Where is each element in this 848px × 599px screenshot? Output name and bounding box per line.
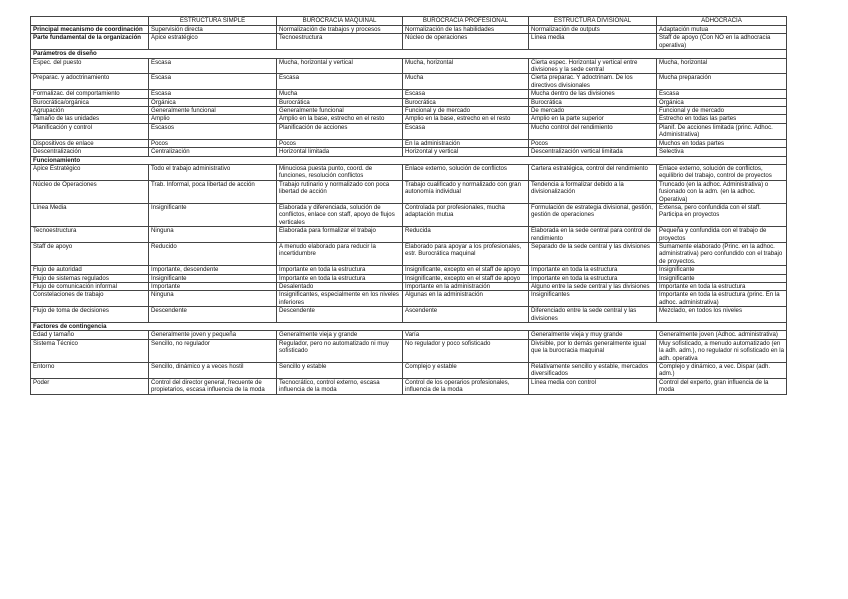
table-cell: Trabajo rutinario y normalizado con poca libertad de acción	[277, 180, 403, 203]
table-cell: Muchos en todas partes	[657, 139, 787, 147]
table-cell: Separado de la sede central y las divisiones	[529, 242, 657, 265]
header-corner-cell	[31, 17, 149, 26]
table-row	[31, 339, 787, 362]
table-cell: Mucha preparación	[657, 74, 787, 90]
section-title: Funcionamiento	[31, 156, 787, 164]
table-cell: Tecnocrático, control externo, escasa influencia de la moda	[277, 378, 403, 394]
table-cell: Línea media	[529, 34, 657, 50]
row-label: Planificación y control	[31, 123, 149, 139]
table-cell: Elaborada en la sede central para control de rendimiento	[529, 227, 657, 243]
table-cell: Normalización de las habilidades	[403, 26, 529, 34]
table-cell: Insignificantes	[529, 291, 657, 307]
table-cell: Mucha dentro de las divisiones	[529, 90, 657, 98]
row-label: Línea Media	[31, 203, 149, 226]
table-cell: Insignificante	[149, 274, 277, 282]
organizational-structures-table	[30, 16, 787, 395]
table-cell: Orgánica	[657, 98, 787, 106]
table-cell: Pocos	[529, 139, 657, 147]
row-label: Burocrática/orgánica	[31, 98, 149, 106]
row-label: Poder	[31, 378, 149, 394]
table-cell: Complejo y estable	[403, 363, 529, 379]
table-cell: Importante en toda la estructura (princ. En la adhoc. administrativa)	[657, 291, 787, 307]
table-cell: Enlace externo, solución de conflictos	[403, 164, 529, 180]
table-cell: Escasa	[657, 90, 787, 98]
table-cell: En la administración	[403, 139, 529, 147]
table-cell: Ninguna	[149, 227, 277, 243]
table-cell: Normalización de trabajos y procesos	[277, 26, 403, 34]
table-cell: Mucha, horizontal	[403, 58, 529, 74]
section-row	[31, 323, 787, 331]
row-label: Staff de apoyo	[31, 242, 149, 265]
table-cell: Ninguna	[149, 291, 277, 307]
table-cell: Mucha, horizontal y vertical	[277, 58, 403, 74]
table-cell: Generalmente joven (Adhoc. administrativa)	[657, 331, 787, 339]
table-row	[31, 363, 787, 379]
row-label: Ápice Estratégico	[31, 164, 149, 180]
table-cell: Horizontal limitada	[277, 148, 403, 156]
table-cell: Insignificante	[149, 203, 277, 226]
table-cell: Generalmente joven y pequeña	[149, 331, 277, 339]
table-cell: Generalmente funcional	[149, 107, 277, 115]
table-cell: Tendencia a formalizar debido a la divisionalización	[529, 180, 657, 203]
table-cell: Adaptación mutua	[657, 26, 787, 34]
section-title: Parámetros de diseño	[31, 50, 787, 58]
table-row	[31, 74, 787, 90]
table-cell: Mucha	[277, 90, 403, 98]
table-cell: Tecnoestructura	[277, 34, 403, 50]
table-cell: Mucha	[403, 74, 529, 90]
table-cell: Amplio	[149, 115, 277, 123]
table-cell: Escasa	[403, 90, 529, 98]
table-row	[31, 34, 787, 50]
table-cell: No regulador y poco sofisticado	[403, 339, 529, 362]
table-row	[31, 107, 787, 115]
section-row	[31, 50, 787, 58]
table-cell: Escasa	[149, 90, 277, 98]
row-label: Formalizac. del comportamiento	[31, 90, 149, 98]
table-cell: Control del experto, gran influencia de la moda	[657, 378, 787, 394]
table-cell: Trab. Informal, poca libertad de acción	[149, 180, 277, 203]
table-cell: Escasa	[403, 123, 529, 139]
table-cell: Funcional y de mercado	[403, 107, 529, 115]
table-row	[31, 115, 787, 123]
table-cell: Mucho control del rendimiento	[529, 123, 657, 139]
table-cell: Insignificante, excepto en el staff de apoyo	[403, 274, 529, 282]
table-cell: Amplio en la base, estrecho en el resto	[403, 115, 529, 123]
table-cell: Sencillo, no regulador	[149, 339, 277, 362]
table-cell: Controlada por profesionales, mucha adaptación mutua	[403, 203, 529, 226]
row-label: Entorno	[31, 363, 149, 379]
table-row	[31, 331, 787, 339]
table-cell: Divisible, por lo demás generalmente igual que la burocracia maquinal	[529, 339, 657, 362]
table-cell: Burocrática	[529, 98, 657, 106]
table-row	[31, 90, 787, 98]
table-cell: Alguno entre la sede central y las divisiones	[529, 283, 657, 291]
table-cell: Insignificantes, especialmente en los niveles inferiores	[277, 291, 403, 307]
table-cell: Generalmente funcional	[277, 107, 403, 115]
table-row	[31, 139, 787, 147]
table-cell: Estrecho en todas las partes	[657, 115, 787, 123]
table-cell: Funcional y de mercado	[657, 107, 787, 115]
table-cell: Regulador, pero no automatizado ni muy sofisticado	[277, 339, 403, 362]
column-header: ESTRUCTURA DIVISIONAL	[529, 17, 657, 26]
table-cell: Importante en toda la estructura	[657, 283, 787, 291]
table-cell: Importante, descendente	[149, 266, 277, 274]
table-cell: De mercado	[529, 107, 657, 115]
table-cell: Importante	[149, 283, 277, 291]
table-cell: A menudo elaborado para reducir la incertidumbre	[277, 242, 403, 265]
table-cell: Centralización	[149, 148, 277, 156]
table-cell: Horizontal y vertical	[403, 148, 529, 156]
table-row	[31, 26, 787, 34]
table-cell: Selectiva	[657, 148, 787, 156]
table-row	[31, 274, 787, 282]
row-label: Constelaciones de trabajo	[31, 291, 149, 307]
table-row	[31, 242, 787, 265]
table-cell: Normalización de outputs	[529, 26, 657, 34]
table-cell: Burocrática	[277, 98, 403, 106]
row-label: Preparac. y adoctrinamiento	[31, 74, 149, 90]
table-row	[31, 203, 787, 226]
table-cell: Reducido	[149, 242, 277, 265]
table-cell: Sumamente elaborado (Princ. en la adhoc. administrativa) pero confundido con el trabajo de proyectos.	[657, 242, 787, 265]
table-cell: Formulación de estrategia divisional, gestión, gestión de operaciones	[529, 203, 657, 226]
table-row	[31, 378, 787, 394]
table-cell: Orgánica	[149, 98, 277, 106]
table-cell: Importante en toda la estructura	[277, 274, 403, 282]
table-cell: Cierta espec. Horizontal y vertical entre divisiones y la sede central	[529, 58, 657, 74]
table-cell: Planificación de acciones	[277, 123, 403, 139]
row-label: Núcleo de Operaciones	[31, 180, 149, 203]
row-label: Descentralización	[31, 148, 149, 156]
table-cell: Mucha, horizontal	[657, 58, 787, 74]
table-cell: Staff de apoyo (Con NO en la adhocracia operativa)	[657, 34, 787, 50]
table-cell: Generalmente vieja y muy grande	[529, 331, 657, 339]
table-cell: Pocos	[277, 139, 403, 147]
row-label: Flujo de toma de decisiones	[31, 307, 149, 323]
table-cell: Pocos	[149, 139, 277, 147]
table-cell: Elaborado para apoyar a los profesionales, estr. Burocrática maquinal	[403, 242, 529, 265]
table-cell: Elaborada y diferenciada, solución de conflictos, enlace con staff, apoyo de flujos verticales	[277, 203, 403, 226]
table-cell: Importante en la administración	[403, 283, 529, 291]
table-cell: Ascendente	[403, 307, 529, 323]
column-header: BUROCRACIA MAQUINAL	[277, 17, 403, 26]
table-cell: Supervisión directa	[149, 26, 277, 34]
table-cell: Cartera estratégica, control del rendimiento	[529, 164, 657, 180]
row-label: Espec. del puesto	[31, 58, 149, 74]
table-row	[31, 58, 787, 74]
row-label: Principal mecanismo de coordinación	[31, 26, 149, 34]
table-row	[31, 227, 787, 243]
table-cell: Minuciosa puesta punto, coord. de funciones, resolución conflictos	[277, 164, 403, 180]
table-cell: Escasa	[277, 74, 403, 90]
table-cell: Control del director general, frecuente de propietarios, escasa influencia de la moda	[149, 378, 277, 394]
table-cell: Importante en toda la estructura	[529, 266, 657, 274]
row-label: Flujo de comunicación informal	[31, 283, 149, 291]
section-row	[31, 156, 787, 164]
table-cell: Todo el trabajo administrativo	[149, 164, 277, 180]
table-cell: Enlace externo, solución de conflictos, equilibrio del trabajo, control de proyectos	[657, 164, 787, 180]
table-cell: Amplio en la parte superior	[529, 115, 657, 123]
table-cell: Complejo y dinámico, a vec. Dispar (adh. adm.)	[657, 363, 787, 379]
table-row	[31, 266, 787, 274]
table-row	[31, 164, 787, 180]
table-row	[31, 307, 787, 323]
table-cell: Importante en toda la estructura	[277, 266, 403, 274]
table-cell: Pequeña y confundida con el trabajo de proyectos	[657, 227, 787, 243]
table-cell: Descendente	[149, 307, 277, 323]
row-label: Tamaño de las unidades	[31, 115, 149, 123]
row-label: Sistema Técnico	[31, 339, 149, 362]
table-cell: Sencillo, dinámico y a veces hostil	[149, 363, 277, 379]
row-label: Flujo de autoridad	[31, 266, 149, 274]
table-cell: Generalmente vieja y grande	[277, 331, 403, 339]
table-cell: Línea media con control	[529, 378, 657, 394]
table-row	[31, 283, 787, 291]
row-label: Agrupación	[31, 107, 149, 115]
table-cell: Desalentado	[277, 283, 403, 291]
table-row	[31, 291, 787, 307]
table-cell: Mezclado, en todos los niveles	[657, 307, 787, 323]
table-cell: Escasa	[149, 74, 277, 90]
table-cell: Insignificante	[657, 266, 787, 274]
table-cell: Descentralización vertical limitada	[529, 148, 657, 156]
section-title: Factores de contingencia	[31, 323, 787, 331]
table-cell: Relativamente sencillo y estable, mercados diversificados	[529, 363, 657, 379]
table-body	[31, 26, 787, 395]
table-cell: Insignificante, excepto en el staff de apoyo	[403, 266, 529, 274]
table-cell: Insignificante	[657, 274, 787, 282]
row-label: Flujo de sistemas regulados	[31, 274, 149, 282]
table-cell: Control de los operarios profesionales, influencia de la moda	[403, 378, 529, 394]
row-label: Parte fundamental de la organización	[31, 34, 149, 50]
table-cell: Amplio en la base, estrecho en el resto	[277, 115, 403, 123]
table-cell: Extensa, pero confundida con el staff. Participa en proyectos	[657, 203, 787, 226]
table-cell: Escasos	[149, 123, 277, 139]
column-header: ESTRUCTURA SIMPLE	[149, 17, 277, 26]
table-cell: Núcleo de operaciones	[403, 34, 529, 50]
table-cell: Burocrática	[403, 98, 529, 106]
table-cell: Muy sofisticado, a menudo automatizado (en la adh. adm.), no regulador ni sofisticado en la adh. operativa	[657, 339, 787, 362]
table-cell: Escasa	[149, 58, 277, 74]
row-label: Dispositivos de enlace	[31, 139, 149, 147]
table-cell: Truncado (en la adhoc. Administrativa) o fusionado con la adm. (en la adhoc. Operativa)	[657, 180, 787, 203]
table-cell: Reducida	[403, 227, 529, 243]
table-row	[31, 148, 787, 156]
row-label: Tecnoestructura	[31, 227, 149, 243]
table-cell: Descendente	[277, 307, 403, 323]
column-header: BUROCRACIA PROFESIONAL	[403, 17, 529, 26]
table-header-row	[31, 17, 787, 26]
row-label: Edad y tamaño	[31, 331, 149, 339]
table-cell: Cierta preparac. Y adoctrinam. De los directivos divisionales	[529, 74, 657, 90]
table-cell: Sencillo y estable	[277, 363, 403, 379]
table-cell: Importante en toda la estructura	[529, 274, 657, 282]
table-cell: Elaborada para formalizar el trabajo	[277, 227, 403, 243]
table-cell: Trabajo cualificado y normalizado con gran autonomía individual	[403, 180, 529, 203]
table-cell: Ápice estratégico	[149, 34, 277, 50]
table-row	[31, 180, 787, 203]
column-header: ADHOCRACIA	[657, 17, 787, 26]
table-cell: Diferenciado entre la sede central y las divisiones	[529, 307, 657, 323]
table-row	[31, 98, 787, 106]
table-cell: Varía	[403, 331, 529, 339]
table-cell: Algunas en la administración	[403, 291, 529, 307]
table-row	[31, 123, 787, 139]
table-cell: Planif. De acciones limitada (princ. Adhoc. Administrativa)	[657, 123, 787, 139]
